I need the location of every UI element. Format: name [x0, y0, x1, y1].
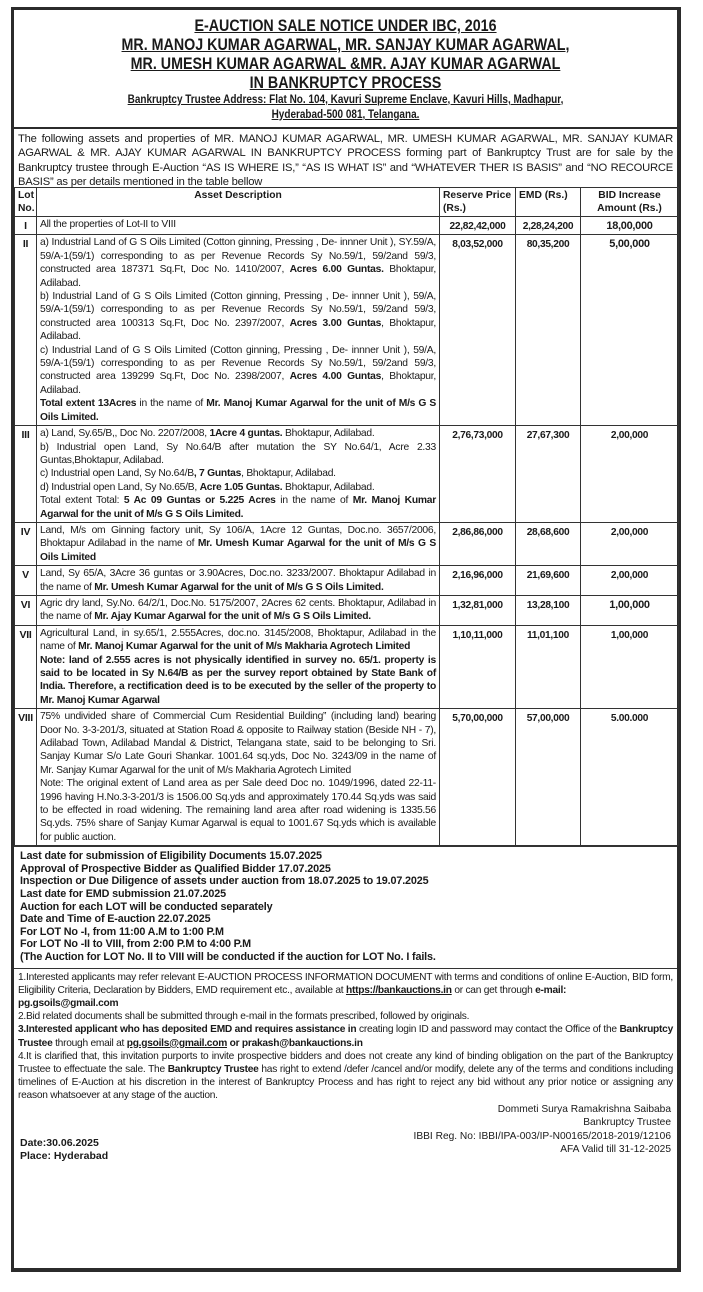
bid-increase-amount: 5,00,000	[581, 235, 679, 426]
description-text: Note: land of 2.555 acres is not physically identified in survey no. 65/1. property is said to be located in Sy N.64/B as per the survey report obtained by State Bank of India. Therefore, a rectification deed is to be executed by the seller of the property to Mr. Manoj Kumar Agarwal	[40, 654, 436, 706]
bankauctions-email-link[interactable]: prakash@bankauctions.in	[241, 1037, 363, 1049]
lot-number: IV	[15, 522, 37, 565]
reserve-price: 2,16,96,000	[440, 566, 516, 596]
emd-amount: 2,28,24,200	[516, 217, 581, 235]
emd-amount: 57,00,000	[516, 709, 581, 846]
header-emd: EMD (Rs.)	[516, 188, 581, 217]
notice-frame	[11, 7, 681, 1272]
header-reserve-price: Reserve Price (Rs.)	[440, 188, 516, 217]
emd-amount: 80,35,200	[516, 235, 581, 426]
reserve-price: 8,03,52,000	[440, 235, 516, 426]
schedule-line: (The Auction for LOT No. II to VIII will be conducted if the auction for LOT No. I fails.	[20, 951, 436, 964]
emd-amount: 21,69,600	[516, 566, 581, 596]
lot-number: VI	[15, 595, 37, 625]
description-text: Bhoktapur, Adilabad.	[282, 481, 375, 493]
emd-amount: 13,28,100	[516, 595, 581, 625]
description-text: b) Industrial Land of G S Oils Limited (Cotton ginning, Pressing , De- innner Unit ), 59/A, 59/A-1(59/1) corresponding to as per Revenue Records Sy No.59/1, 59/2and 59/3, constructed area 100313 Sq.Ft, Doc No. 2397/2007,	[40, 291, 436, 329]
table-row	[15, 217, 679, 235]
lot-number: III	[15, 426, 37, 523]
intro-paragraph: The following assets and properties of MR. MANOJ KUMAR AGARWAL, MR. UMESH KUMAR AGARWAL, MR. SANJAY KUMAR AGARWAL & MR. AJAY KUMAR AGARWAL IN BANKRUPTCY PROCESS forming part of Bankruptcy Trust are for sale by the Bankruptcy trustee through E-Auction “AS IS WHERE IS,” “AS IS WHAT IS” and “WHATEVER THER IS BASIS” and “NO RECOURCE BASIS” as per details mentioned in the table bellow	[18, 133, 673, 188]
reserve-price: 5,70,00,000	[440, 709, 516, 846]
asset-description	[37, 522, 440, 565]
asset-description	[37, 217, 440, 235]
description-text: Mr. Manoj Kumar Agarwal for the unit of M/s G S Oils Limited.	[40, 398, 436, 423]
bid-increase-amount: 1,00,000	[581, 625, 679, 708]
debtor-names-line-2: MR. UMESH KUMAR AGARWAL &MR. AJAY KUMAR AGARWAL	[130, 54, 561, 73]
header-bid-increase: BID Increase Amount (Rs.)	[581, 188, 679, 217]
ibbi-reg-no: IBBI Reg. No: IBBI/IPA-003/IP-N00165/2018-2019/12106	[413, 1130, 671, 1142]
lot-number: I	[15, 217, 37, 235]
asset-description	[37, 426, 440, 523]
asset-description	[37, 709, 440, 846]
description-text: Land, M/s om Ginning factory unit, Sy 106/A, 1Acre 12 Guntas, Doc.no. 3657/2006, Bhoktapur Adilabad in the name of	[40, 524, 436, 550]
signatory-designation: Bankruptcy Trustee	[583, 1117, 671, 1129]
description-text: , Bhoktapur, Adilabad.	[40, 371, 436, 396]
description-text: , Bhoktapur, Adilabad.	[241, 468, 336, 480]
bid-increase-amount: 1,00,000	[581, 595, 679, 625]
description-text: Agric dry land, Sy.No. 64/2/1, Doc.No. 5175/2007, 2Acres 62 cents. Bhoktapur, Adilabad in the name of	[40, 597, 436, 623]
table-row	[15, 235, 679, 426]
description-text: d) Industrial open Land, Sy No.65/B,	[40, 481, 200, 493]
description-text: , Bhoktapur, Adilabad.	[40, 317, 436, 343]
date-place-block	[20, 1137, 108, 1164]
afa-validity: AFA Valid till 31-12-2025	[560, 1144, 671, 1156]
reserve-price: 22,82,42,000	[440, 217, 516, 235]
lot-number: II	[15, 235, 37, 426]
description-text: Bhoktapur, Adilabad.	[282, 428, 375, 440]
description-text: Mr. Ajay Kumar Agarwal for the unit of M/s G S Oils Limited.	[94, 611, 371, 623]
asset-description	[37, 235, 440, 426]
description-text: Acres 6.00 Guntas.	[289, 264, 384, 276]
description-text: in the name of	[275, 495, 353, 507]
emd-amount: 27,67,300	[516, 426, 581, 523]
description-text: c) Industrial open Land, Sy No.64/B	[40, 468, 194, 480]
bid-increase-amount: 2,00,000	[581, 522, 679, 565]
description-text: Land, Sy 65/A, 3Acre 36 guntas or 3.90Acres, Doc.no. 3233/2007. Bhoktapur Adilabad in the name of	[40, 568, 436, 593]
notice-date: Date:30.06.2025	[20, 1136, 99, 1149]
header-lot-no: Lot No.	[15, 188, 37, 217]
table-row	[15, 522, 679, 565]
asset-description	[37, 566, 440, 596]
description-text: 75% undivided share of Commercial Cum Residential Building” (including land) bearing Door No. 3-3-201/3, situated at Station Road & opposite to Railway station (Beside NH - 7), Adilabad Town, Adilabad Mandal & District, Telangana state, said to be belonging to Sri. Sanjay Kumar S/o Late Gouri Shankar. 1001.64 sq.yds, Doc No. 3243/09 in the name of Mr. Sanjay Kumar Agarwal for the unit of M/s Makharia Agrotech Limited	[40, 711, 436, 776]
process-line: IN BANKRUPTCY PROCESS	[249, 73, 442, 92]
schedule-line: Inspection or Due Diligence of assets under auction from 18.07.2025 to 19.07.2025	[20, 875, 429, 888]
description-text: Acre 1.05 Guntas.	[199, 481, 283, 493]
table-row	[15, 426, 679, 523]
lot-number: V	[15, 566, 37, 596]
lot-number: VII	[15, 625, 37, 708]
schedule-line: Last date for submission of Eligibility Documents 15.07.2025	[20, 850, 322, 863]
description-text: a) Industrial Land of G S Oils Limited (Cotton ginning, Pressing , De- innner Unit ), SY.59/A, 59/A-1(59/1) corresponding to as per Revenue Records Sy No.59/1, 59/2and 59/3, constructed area 187371 Sq.Ft, Doc No. 1410/2007,	[40, 237, 436, 276]
description-text: Bhoktapur, Adilabad.	[40, 264, 436, 289]
bid-increase-amount: 18,00,000	[581, 217, 679, 235]
reserve-price: 1,10,11,000	[440, 625, 516, 708]
term-1: 1.Interested applicants may refer relevant E-AUCTION PROCESS INFORMATION DOCUMENT with terms and conditions of online E-Auction, BID form, Eligibility Criteria, Declaration by Bidders, EMD requirement etc., available at https://bankauctions.in or can get through e-mail: pg.gsoils@gmail.com	[18, 971, 673, 1010]
bid-increase-amount: 2,00,000	[581, 566, 679, 596]
table-row	[15, 566, 679, 596]
description-text: c) Industrial Land of G S Oils Limited (Cotton ginning, Pressing , De- innner Unit ), 59/A, 59/A-1(59/1) corresponding to as per Revenue Records Sy No.59/1, 59/2and 59/3, constructed area 139299 Sq.Ft, Doc No. 2398/2007,	[40, 344, 436, 383]
asset-description	[37, 625, 440, 708]
reserve-price: 2,76,73,000	[440, 426, 516, 523]
description-text: b) Industrial open Land, Sy No.64/B after mutation the SY No.64/1, Acre 2.33 Guntas,Bhoktapur, Adilabad.	[40, 441, 436, 466]
description-text: 1Acre 4 guntas.	[209, 428, 283, 440]
contact-email-link[interactable]: pg.gsoils@gmail.com	[18, 998, 119, 1010]
signatory-block	[414, 1103, 672, 1157]
emd-amount: 11,01,100	[516, 625, 581, 708]
schedule-line: For LOT No -II to VIII, from 2:00 P.M to 4:00 P.M	[20, 938, 252, 951]
asset-description	[37, 595, 440, 625]
trustee-email-link[interactable]: pg.gsoils@gmail.com	[126, 1037, 228, 1049]
notice-title: E-AUCTION SALE NOTICE UNDER IBC, 2016	[194, 16, 497, 35]
description-text: Mr. Umesh Kumar Agarwal for the unit of M/s G S Oils Limited.	[94, 581, 384, 593]
bid-increase-amount: 5.00.000	[581, 709, 679, 846]
description-text: Acres 4.00 Guntas	[289, 371, 382, 383]
lot-rows	[15, 217, 679, 846]
schedule-line: Approval of Prospective Bidder as Qualified Bidder 17.07.2025	[20, 862, 331, 875]
description-text: Total extent Total:	[40, 495, 124, 507]
term-4: 4.It is clarified that, this invitation purports to invite prospective bidders and does not create any kind of binding obligation on the part of the Bankruptcy Trustee to effectuate the sale. The Bankruptcy Trustee has right to extend /defer /cancel and/or modify, delete any of the terms and conditions including timelines of E-Auction at his discretion in the interest of Bankruptcy Process and has right to reject any bid without any prior notice or assigning any reason whatsoever at any stage of the auction.	[18, 1050, 673, 1102]
description-text: 5 Ac 09 Guntas or 5.225 Acres	[123, 495, 276, 507]
notice-header	[14, 10, 677, 129]
header-asset-description: Asset Description	[37, 188, 440, 217]
table-header-row	[15, 188, 679, 217]
debtor-names-line-1: MR. MANOJ KUMAR AGARWAL, MR. SANJAY KUMAR AGARWAL,	[121, 35, 570, 54]
term-3: 3.Interested applicant who has deposited EMD and requires assistance in creating login ID and password may contact the Office of the Bankruptcy Trustee through email at pg.gsoils@gmail.com or prakash@bankauctions.in	[18, 1024, 673, 1049]
description-text: Mr. Manoj Kumar Agarwal for the unit of M/s Makharia Agrotech Limited	[78, 641, 411, 653]
description-text: Mr. Umesh Kumar Agarwal for the unit of M/s G S Oils Limited	[40, 538, 436, 563]
term-2: 2.Bid related documents shall be submitted through e-mail in the formats prescribed, followed by originals.	[18, 1011, 470, 1023]
notice-footer	[14, 1103, 677, 1173]
table-row	[15, 595, 679, 625]
assets-table	[14, 187, 679, 846]
notice-place: Place: Hyderabad	[20, 1150, 109, 1163]
table-row	[15, 709, 679, 846]
description-text: All the properties of Lot-II to VIII	[40, 219, 176, 230]
bid-increase-amount: 2,00,000	[581, 426, 679, 523]
schedule-line: Date and Time of E-auction 22.07.2025	[20, 913, 211, 926]
signatory-name: Dommeti Surya Ramakrishna Saibaba	[497, 1103, 671, 1115]
description-text: Note: The original extent of Land area as per Sale deed Doc no. 1049/1996, dated 22-11-1996 having H.No.3-3-201/3 is 1506.00 Sq.yds and approximately 170.44 Sq.yds was said to be effected in road widening. The remaining land area after road widening is 1335.56 Sq.yds. 75% share of Sanjay Kumar Agarwal is equal to 1001.67 Sq.yds which is available for public auction.	[40, 778, 436, 843]
bankauctions-link[interactable]: https://bankauctions.in	[345, 984, 452, 996]
emd-amount: 28,68,600	[516, 522, 581, 565]
trustee-address-line-2: Hyderabad-500 081, Telangana.	[271, 108, 420, 121]
description-text: Mr. Manoj Kumar Agarwal for the unit of M/s G S Oils Limited.	[40, 495, 436, 520]
description-text: , 7 Guntas	[193, 468, 242, 480]
lot-number: VIII	[15, 709, 37, 846]
description-text: Total extent 13Acres	[40, 398, 137, 410]
schedule-line: For LOT No -I, from 11:00 A.M to 1:00 P.M	[20, 925, 224, 938]
description-text: Acres 3.00 Guntas	[289, 317, 382, 329]
description-text: Agricultural Land, in sy.65/1, 2.555Acres, doc.no. 3145/2008, Bhoktapur, Adilabad in the name of	[40, 627, 436, 653]
trustee-address-line-1: Bankruptcy Trustee Address: Flat No. 104, Kavuri Supreme Enclave, Kavuri Hills, Madhapur,	[127, 93, 564, 106]
table-row	[15, 625, 679, 708]
description-text: a) Land, Sy.65/B,, Doc No. 2207/2008,	[40, 428, 210, 440]
terms-section	[14, 968, 677, 1103]
reserve-price: 1,32,81,000	[440, 595, 516, 625]
schedule-line: Auction for each LOT will be conducted separately	[20, 900, 273, 913]
description-text: in the name of	[136, 398, 207, 410]
auction-schedule	[14, 846, 677, 967]
reserve-price: 2,86,86,000	[440, 522, 516, 565]
schedule-line: Last date for EMD submission 21.07.2025	[20, 888, 226, 901]
